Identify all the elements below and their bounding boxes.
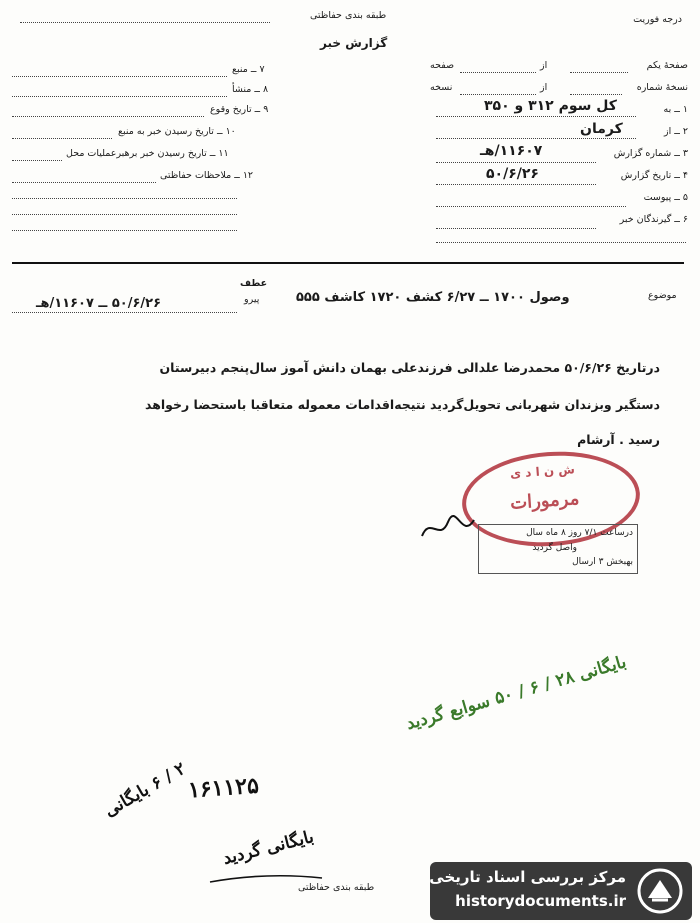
dotted-line <box>12 230 237 231</box>
attachment-label: ۵ ــ پیوست <box>643 192 688 203</box>
page-label: صفحهٔ یکم <box>646 60 688 71</box>
handwritten-archive-note: بایگانی ۲۸ / ۶ / ۵۰ سوابع گردید <box>404 652 629 735</box>
copy-end: نسخه <box>430 82 453 93</box>
dotted-line <box>460 72 536 73</box>
page-end: صفحه <box>430 60 455 71</box>
dotted-line <box>12 182 156 183</box>
report-number-value: ۱۱۶۰۷/هـ <box>480 143 543 159</box>
field-to-label: ۱ ــ به <box>663 104 688 115</box>
dotted-line <box>12 312 237 313</box>
body-line-3: رسید . آرشام <box>577 432 660 447</box>
handwritten-bottom-signature: بایگانی گردید <box>220 827 316 869</box>
dotted-line <box>436 138 636 139</box>
handwritten-number: ۱۶۱۱۲۵ <box>187 772 260 804</box>
occurrence-date-label: ۹ ــ تاریخ وقوع <box>210 104 269 115</box>
page-number-row <box>647 60 688 71</box>
report-date-label: ۴ ــ تاریخ گزارش <box>620 170 688 181</box>
dotted-line <box>570 72 628 73</box>
stamp-top-text: ش ن ا د ی <box>509 462 576 481</box>
dotted-line <box>12 214 237 215</box>
dotted-line <box>12 138 112 139</box>
form-title: گزارش خبر <box>320 36 388 50</box>
field-to-value: کل سوم ۳۱۲ و ۳۵۰ <box>484 98 617 114</box>
field-from-value: کرمان <box>580 121 623 137</box>
body-line-2: دستگیر وبزندان شهربانی تحویل‌گردید نتیجه‌اقدامات معموله متعاقبا باستحضا رخواهد <box>144 397 660 412</box>
ops-receipt-label: ۱۱ ــ تاریخ رسیدن خبر برهبرعملیات محل <box>66 148 229 159</box>
source-receipt-label: ۱۰ ــ تاریخ رسیدن خبر به منبع <box>118 126 236 137</box>
dotted-line <box>570 94 622 95</box>
watermark-url: historydocuments.ir <box>455 892 626 910</box>
dotted-line <box>436 162 596 163</box>
dotted-line <box>436 228 596 229</box>
register-line-1: درساعت ۷/۱ روز ۸ ماه سال <box>526 528 633 538</box>
stamp-center-text: مرمورات <box>509 488 580 514</box>
dotted-line <box>12 198 237 199</box>
urgency-label: درجه فوریت <box>633 14 682 25</box>
page-from: از <box>540 60 548 71</box>
book-logo-icon <box>636 868 684 914</box>
origin-label: ۸ ــ منشأ <box>232 84 269 95</box>
dotted-line <box>436 116 636 117</box>
handwritten-left-note: ۲ / ۶ بایگانی <box>101 758 190 822</box>
classification-label-bottom: طبقه بندی حفاظتی <box>298 882 375 893</box>
dotted-line <box>20 22 270 23</box>
register-line-2: بهبخش ۳ ارسال <box>572 557 633 567</box>
watermark-title: مرکز بررسی اسناد تاریخی <box>429 868 626 886</box>
subject-label: موضوع <box>648 290 677 301</box>
dotted-line <box>12 160 62 161</box>
register-box <box>478 524 638 574</box>
dotted-line <box>12 76 227 77</box>
reference-number: ۵۰/۶/۲۶ ــ ۱۱۶۰۷/هـ <box>36 296 162 311</box>
peyro-label: پیرو <box>244 294 260 305</box>
security-notes-label: ۱۲ ــ ملاحظات حفاظتی <box>160 170 254 181</box>
dotted-line <box>12 116 204 117</box>
source-label: ۷ ــ منبع <box>232 64 265 75</box>
classification-label-top: طبقه بندی حفاظتی <box>310 10 387 21</box>
subject-text: وصول ۱۷۰۰ ــ ۶/۲۷ کشف ۱۷۲۰ کاشف ۵۵۵ <box>296 290 570 305</box>
report-number-label: ۳ ــ شماره گزارش <box>613 148 688 159</box>
field-from-label: ۲ ــ از <box>664 126 688 137</box>
copy-number-label: نسخهٔ شماره <box>636 82 688 93</box>
dotted-line <box>436 242 686 243</box>
report-date-value: ۵۰/۶/۲۶ <box>486 166 539 182</box>
dotted-line <box>12 96 227 97</box>
watermark-badge <box>430 862 692 920</box>
section-divider <box>12 262 684 264</box>
register-line-3: واصل گردید <box>532 543 577 553</box>
copy-from: از <box>540 82 548 93</box>
atf-label: عطف <box>240 278 268 289</box>
dotted-line <box>436 206 626 207</box>
dotted-line <box>436 184 596 185</box>
signature-scribble <box>418 512 478 546</box>
dotted-line <box>460 94 536 95</box>
recipients-label: ۶ ــ گیرندگان خبر <box>619 214 688 225</box>
body-line-1: درتاریخ ۵۰/۶/۲۶ محمدرضا علدالی فرزندعلی بهمان دانش آموز سال‌پنجم دبیرستان <box>159 360 660 375</box>
